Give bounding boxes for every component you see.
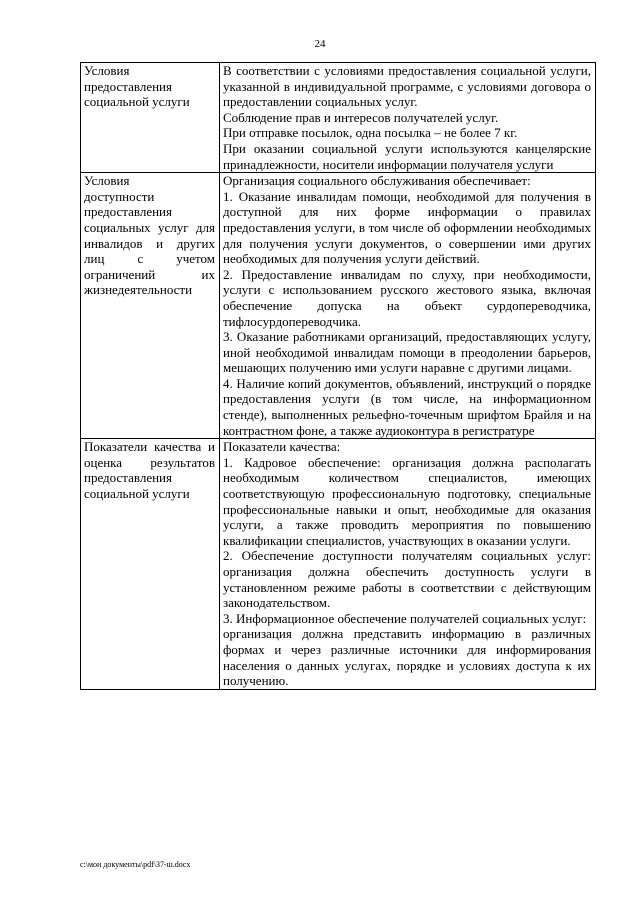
- row-value-paragraph: Соблюдение прав и интересов получателей услуг.: [223, 109, 499, 125]
- row-label-line: Показатели качества и оценка результатов предоставления социальной услуги: [84, 439, 215, 502]
- row-label-line: предоставления: [84, 78, 172, 94]
- row-value-paragraph: В соответствии с условиями предоставления социальной услуги, указанной в индивидуальной программе, с условиями договора о предоставлении социальных услуг.: [223, 63, 591, 110]
- row-value-paragraph: 4. Наличие копий документов, объявлений, инструкций о порядке предоставления услуги (в том числе, на информационном стенде), выполненных рельефно-точечным шрифтом Брайля и на контрастном фоне, а также аудиоконтура в регистратуре: [223, 375, 591, 438]
- row-value-paragraph: При оказании социальной услуги используются канцелярские принадлежности, носители информации получателя услуги: [223, 140, 591, 172]
- row-label-line: социальных услуг для инвалидов и других лиц с учетом ограничений их жизнедеятельности: [84, 219, 215, 298]
- row-label-line: Условия: [84, 63, 130, 78]
- table-row-accessibility: [81, 173, 596, 439]
- row-value-paragraph: 3. Информационное обеспечение получателей социальных услуг:: [223, 610, 587, 626]
- row-value-cell: [220, 63, 596, 173]
- row-value-paragraph: 2. Обеспечение доступности получателям социальных услуг: организация должна обеспечить доступность услуги в установленном режиме работы в соответствии с действующим законодательством.: [223, 548, 591, 611]
- row-label-line: социальной услуги: [84, 94, 190, 110]
- row-value-paragraph: Организация социального обслуживания обеспечивает:: [223, 173, 531, 189]
- row-value-paragraph: 2. Предоставление инвалидам по слуху, при необходимости, услуги с использованием русского жестового языка, включая обеспечение допуска на объект сурдопереводчика, тифлосурдопереводчика.: [223, 266, 591, 329]
- row-label-cell: [81, 439, 220, 690]
- row-value-cell: [220, 439, 596, 690]
- row-value-paragraph: 1. Оказание инвалидам помощи, необходимой для получения в доступной для них форме информации о правилах предоставления услуги, в том числе об оформлении необходимых для получения услуги документов, о совершении ими других необходимых для получения услуги действий.: [223, 188, 591, 267]
- table-row-conditions: [81, 63, 596, 173]
- row-label-line: Условия: [84, 173, 130, 189]
- page-number: 24: [314, 38, 326, 50]
- row-value-paragraph: организация должна представить информацию в различных формах и через различные источники для информирования населения о данных услугах, порядке и условиях доступа к их получению.: [223, 626, 591, 689]
- row-label-line: предоставления: [84, 204, 172, 220]
- row-value-paragraph: Показатели качества:: [223, 439, 341, 455]
- service-conditions-table: [80, 62, 596, 690]
- table-row-quality-indicators: [81, 439, 596, 690]
- row-value-cell: [220, 173, 596, 439]
- row-value-paragraph: При отправке посылок, одна посылка – не более 7 кг.: [223, 125, 518, 141]
- row-label-cell: [81, 173, 220, 439]
- footer-file-path: c:\мои документы\pdf\37-ш.docx: [80, 860, 191, 869]
- row-label-line: доступности: [84, 188, 155, 204]
- row-value-paragraph: 1. Кадровое обеспечение: организация должна располагать необходимым количеством специалистов, имеющих соответствующую профессиональную подготовку, специальные профессиональные навыки и опыт, необходимые для оказания услуги, а также проводить мероприятия по повышению квалификации специалистов, участвующих в оказании услуги.: [223, 454, 591, 548]
- row-value-paragraph: 3. Оказание работниками организаций, предоставляющих услугу, иной необходимой инвалидам помощи в преодолении барьеров, мешающих получению ими услуги наравне с другими лицами.: [223, 329, 591, 376]
- row-label-cell: [81, 63, 220, 173]
